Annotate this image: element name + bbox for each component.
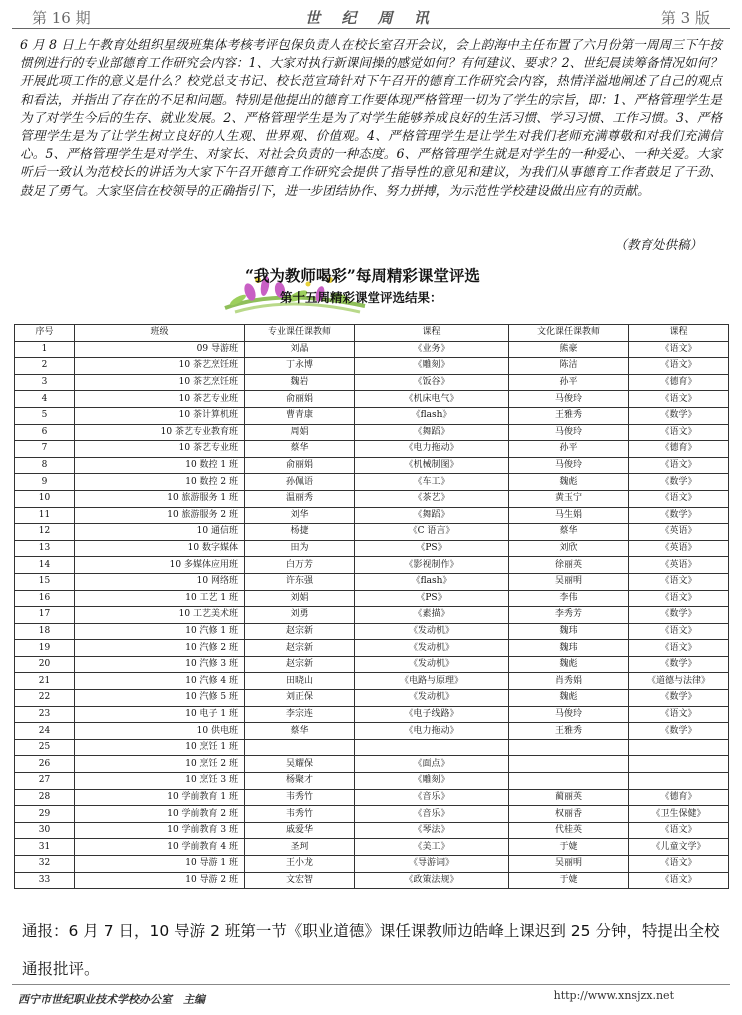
cell-major-course: 《发动机》 [355,623,509,640]
cell-culture-course: 《英语》 [629,557,729,574]
cell-culture-course: 《德育》 [629,441,729,458]
article-body: 6 月 8 日上午教育处组织星级班集体考核考评包保负责人在校长室召开会议，会上韵海中主任布置了六月份第一周周三下午按惯例进行的专业部德育工作研究会内容：1、大家对执行新课间操的感觉如何？有何建议、要求？2、世纪晨读筹备情况如何？开展此项工作的意义是什么？校党总支书记、校长范宣琦针对下午召开的德育工作研究会内容，热情洋溢地阐述了自己的观点和看法，并指出了存在的不足和问题。特别是他提出的德育工作要体现严格管理一切为了学生的宗旨，即：1、严格管理学生是为了对学生今后的生存、就业发展。2、严格管理学生是为了对学生能够养成良好的生活习惯、学习习惯、工作习惯。3、严格管理学生是为了让学生树立良好的人生观、世界观、价值观。4、严格管理学生是让学生对我们老师充满尊敬和对我们充满信心。5、严格管理学生是对学生、对家长、对社会负责的一种态度。6、严格管理学生就是对学生的一种爱心、一种关爱。大家听后一致认为范校长的讲话为大家下午召开德育工作研究会提供了指导性的意见和建议，为我们从事德育工作者鼓足了干劲、鼓足了勇气。大家坚信在校领导的正确指引下，进一步团结协作、努力拼搏，为示范性学校建设做出应有的贡献。 [20,37,722,198]
cell-culture-course: 《语文》 [629,391,729,408]
banner [210,258,540,318]
banner-subtitle: 第十五周精彩课堂评选结果： [280,290,443,305]
cell-culture-teacher: 马俊玲 [509,706,629,723]
cell-class: 10 通信班 [75,524,245,541]
cell-major-teacher: 田晓山 [245,673,355,690]
table-row [15,457,729,474]
cell-number: 10 [15,490,75,507]
cell-major-course: 《舞蹈》 [355,424,509,441]
table-row [15,358,729,375]
cell-major-teacher: 俞丽娟 [245,457,355,474]
cell-culture-teacher: 代桂英 [509,822,629,839]
cell-culture-teacher: 刘欣 [509,540,629,557]
table-row [15,673,729,690]
cell-major-teacher: 刘华 [245,507,355,524]
cell-culture-course: 《德育》 [629,789,729,806]
cell-culture-teacher: 吴丽明 [509,856,629,873]
cell-culture-teacher: 肖秀娟 [509,673,629,690]
cell-culture-teacher: 孙平 [509,441,629,458]
cell-class: 10 茶艺专业班 [75,391,245,408]
table-row [15,723,729,740]
cell-major-teacher: 周娟 [245,424,355,441]
page-number: 第 3 版 [660,9,710,27]
header-major-teacher: 专业课任课教师 [245,325,355,342]
cell-culture-course: 《数学》 [629,690,729,707]
cell-culture-teacher: 魏彪 [509,690,629,707]
cell-major-teacher: 赵宗新 [245,623,355,640]
table-row [15,756,729,773]
cell-number: 21 [15,673,75,690]
table-row [15,872,729,889]
table-row [15,822,729,839]
cell-major-teacher: 蔡华 [245,723,355,740]
cell-number: 28 [15,789,75,806]
cell-major-teacher: 刘娟 [245,590,355,607]
cell-major-course: 《发动机》 [355,640,509,657]
cell-major-teacher [245,739,355,756]
cell-number: 33 [15,872,75,889]
cell-major-teacher: 文宏智 [245,872,355,889]
cell-culture-teacher: 马俊玲 [509,424,629,441]
cell-culture-teacher: 熊豪 [509,341,629,358]
cell-class: 10 导游 2 班 [75,872,245,889]
cell-class: 10 旅游服务 1 班 [75,490,245,507]
cell-major-teacher: 刘正保 [245,690,355,707]
cell-major-teacher: 李宗连 [245,706,355,723]
table-row [15,424,729,441]
cell-class: 10 旅游服务 2 班 [75,507,245,524]
cell-major-teacher: 王小龙 [245,856,355,873]
article-source: （教育处供稿） [614,237,702,252]
cell-major-course: 《C 语言》 [355,524,509,541]
cell-culture-course: 《英语》 [629,524,729,541]
cell-number: 12 [15,524,75,541]
cell-major-course: 《舞蹈》 [355,507,509,524]
cell-major-teacher: 曹青康 [245,407,355,424]
cell-class: 10 学前教育 4 班 [75,839,245,856]
cell-class: 10 烹饪 2 班 [75,756,245,773]
cell-major-teacher: 赵宗新 [245,656,355,673]
cell-culture-teacher: 吴丽明 [509,573,629,590]
cell-culture-teacher: 于婕 [509,872,629,889]
cell-culture-course [629,756,729,773]
table-row [15,856,729,873]
cell-culture-teacher [509,756,629,773]
table-row [15,391,729,408]
cell-number: 23 [15,706,75,723]
cell-culture-course: 《数学》 [629,723,729,740]
cell-culture-teacher: 于婕 [509,839,629,856]
cell-major-teacher: 刘勇 [245,607,355,624]
cell-major-course: 《音乐》 [355,806,509,823]
header-class: 班级 [75,325,245,342]
cell-major-course: 《音乐》 [355,789,509,806]
table-row [15,839,729,856]
cell-culture-course: 《道德与法律》 [629,673,729,690]
cell-major-course: 《PS》 [355,590,509,607]
cell-number: 29 [15,806,75,823]
cell-number: 9 [15,474,75,491]
cell-major-course: 《机床电气》 [355,391,509,408]
cell-number: 30 [15,822,75,839]
cell-major-course: 《发动机》 [355,656,509,673]
table-row [15,407,729,424]
cell-culture-course: 《语文》 [629,822,729,839]
publication-title: 世 纪 周 讯 [305,9,437,27]
cell-number: 22 [15,690,75,707]
cell-major-course: 《电力拖动》 [355,441,509,458]
cell-culture-course: 《语文》 [629,490,729,507]
cell-class: 10 导游 1 班 [75,856,245,873]
cell-culture-teacher: 魏彪 [509,474,629,491]
cell-major-course: 《琴法》 [355,822,509,839]
cell-culture-course: 《语文》 [629,358,729,375]
cell-major-course: 《电力拖动》 [355,723,509,740]
cell-number: 5 [15,407,75,424]
cell-major-teacher: 丁永博 [245,358,355,375]
table-row [15,623,729,640]
footer-office: 西宁市世纪职业技术学校办公室 主编 [18,993,205,1006]
cell-culture-course: 《语文》 [629,640,729,657]
cell-culture-course: 《儿童文学》 [629,839,729,856]
cell-major-teacher: 蔡华 [245,441,355,458]
cell-number: 25 [15,739,75,756]
page-header [12,2,730,29]
cell-major-teacher: 田为 [245,540,355,557]
cell-culture-course: 《语文》 [629,457,729,474]
cell-major-course: 《素描》 [355,607,509,624]
cell-culture-course: 《语文》 [629,573,729,590]
cell-culture-course: 《语文》 [629,872,729,889]
cell-class: 10 数控 2 班 [75,474,245,491]
cell-major-course: 《导游词》 [355,856,509,873]
cell-class: 10 烹饪 3 班 [75,773,245,790]
cell-culture-teacher: 李秀芳 [509,607,629,624]
cell-major-course: 《茶艺》 [355,490,509,507]
cell-culture-course: 《语文》 [629,341,729,358]
table-row [15,474,729,491]
cell-culture-teacher: 蔺丽英 [509,789,629,806]
cell-culture-course: 《英语》 [629,540,729,557]
cell-culture-course: 《语文》 [629,623,729,640]
cell-culture-course: 《数学》 [629,407,729,424]
cell-culture-teacher: 李伟 [509,590,629,607]
cell-major-course: 《flash》 [355,407,509,424]
cell-culture-teacher: 马俊玲 [509,457,629,474]
cell-number: 14 [15,557,75,574]
cell-class: 10 多媒体应用班 [75,557,245,574]
cell-number: 16 [15,590,75,607]
cell-culture-course: 《数学》 [629,507,729,524]
cell-class: 10 茶艺烹饪班 [75,374,245,391]
cell-culture-teacher: 陈洁 [509,358,629,375]
cell-major-course: 《雕刻》 [355,773,509,790]
cell-major-course: 《影视制作》 [355,557,509,574]
cell-class: 10 工艺美术班 [75,607,245,624]
cell-culture-teacher: 王雅秀 [509,723,629,740]
notice-text: 通报：6 月 7 日，10 导游 2 班第一节《职业道德》课任课教师边皓峰上课迟到 25 分钟，特提出全校通报批评。 [22,922,720,978]
table-row [15,573,729,590]
cell-culture-teacher: 权丽香 [509,806,629,823]
cell-culture-course: 《语文》 [629,706,729,723]
table-row [15,524,729,541]
cell-number: 27 [15,773,75,790]
cell-culture-course [629,773,729,790]
cell-number: 20 [15,656,75,673]
cell-culture-teacher: 马俊玲 [509,391,629,408]
cell-major-course: 《机械制图》 [355,457,509,474]
cell-number: 1 [15,341,75,358]
cell-major-course: 《美工》 [355,839,509,856]
cell-number: 11 [15,507,75,524]
cell-major-teacher: 白万芳 [245,557,355,574]
cell-culture-course: 《语文》 [629,856,729,873]
cell-culture-teacher: 蔡华 [509,524,629,541]
cell-major-course: 《面点》 [355,756,509,773]
cell-major-teacher: 圣珂 [245,839,355,856]
cell-number: 15 [15,573,75,590]
cell-number: 24 [15,723,75,740]
cell-major-course: 《flash》 [355,573,509,590]
cell-number: 19 [15,640,75,657]
cell-culture-course: 《数学》 [629,474,729,491]
cell-major-course: 《雕刻》 [355,358,509,375]
table-row [15,374,729,391]
cell-number: 4 [15,391,75,408]
cell-culture-teacher: 魏玮 [509,640,629,657]
table-row [15,739,729,756]
table-row [15,706,729,723]
cell-number: 13 [15,540,75,557]
cell-major-course: 《饭谷》 [355,374,509,391]
cell-culture-teacher [509,739,629,756]
cell-major-course: 《电路与原理》 [355,673,509,690]
table-row [15,773,729,790]
table-header-row [15,325,729,342]
cell-major-teacher: 杨聚才 [245,773,355,790]
table-row [15,607,729,624]
cell-class: 10 电子 1 班 [75,706,245,723]
cell-class: 10 汽修 4 班 [75,673,245,690]
cell-class: 10 汽修 2 班 [75,640,245,657]
cell-class: 10 茶艺专业班 [75,441,245,458]
cell-culture-course [629,739,729,756]
cell-class: 10 学前教育 3 班 [75,822,245,839]
cell-culture-course: 《语文》 [629,424,729,441]
cell-class: 10 学前教育 2 班 [75,806,245,823]
cell-number: 18 [15,623,75,640]
cell-major-course: 《发动机》 [355,690,509,707]
cell-major-teacher: 吴耀保 [245,756,355,773]
cell-class: 10 烹饪 1 班 [75,739,245,756]
banner-title: “我为教师喝彩”每周精彩课堂评选 [245,266,480,285]
cell-class: 10 网络班 [75,573,245,590]
table-row [15,789,729,806]
cell-culture-teacher [509,773,629,790]
cell-major-teacher: 杨捷 [245,524,355,541]
cell-major-teacher: 韦秀竹 [245,806,355,823]
cell-culture-course: 《数学》 [629,607,729,624]
cell-number: 2 [15,358,75,375]
cell-major-teacher: 戚爱华 [245,822,355,839]
table-row [15,490,729,507]
cell-number: 3 [15,374,75,391]
cell-major-course: 《政策法规》 [355,872,509,889]
cell-class: 10 供电班 [75,723,245,740]
table-row [15,341,729,358]
cell-class: 10 汽修 1 班 [75,623,245,640]
cell-class: 10 茶艺专业教育班 [75,424,245,441]
cell-culture-course: 《卫生保健》 [629,806,729,823]
header-culture-course: 课程 [629,325,729,342]
cell-culture-teacher: 马生娟 [509,507,629,524]
header-number: 序号 [15,325,75,342]
cell-class: 10 茶艺烹饪班 [75,358,245,375]
cell-major-course: 《电子线路》 [355,706,509,723]
table-row [15,590,729,607]
table-row [15,690,729,707]
footer-url[interactable]: http://www.xnsjzx.net [553,989,674,1002]
cell-number: 7 [15,441,75,458]
cell-class: 10 茶计算机班 [75,407,245,424]
cell-number: 26 [15,756,75,773]
cell-culture-course: 《数学》 [629,656,729,673]
cell-major-teacher: 孙佩语 [245,474,355,491]
cell-number: 17 [15,607,75,624]
cell-class: 10 学前教育 1 班 [75,789,245,806]
cell-number: 32 [15,856,75,873]
cell-major-course [355,739,509,756]
cell-major-course: 《业务》 [355,341,509,358]
cell-culture-teacher: 黄玉宁 [509,490,629,507]
cell-class: 10 数字媒体 [75,540,245,557]
header-culture-teacher: 文化课任课教师 [509,325,629,342]
cell-major-teacher: 许东强 [245,573,355,590]
table-row [15,557,729,574]
table-row [15,640,729,657]
cell-number: 31 [15,839,75,856]
selection-table [14,324,729,889]
cell-culture-course: 《德育》 [629,374,729,391]
table-row [15,656,729,673]
cell-major-teacher: 温丽秀 [245,490,355,507]
cell-culture-teacher: 魏彪 [509,656,629,673]
table-row [15,540,729,557]
cell-class: 10 数控 1 班 [75,457,245,474]
cell-number: 8 [15,457,75,474]
cell-culture-teacher: 王雅秀 [509,407,629,424]
table-row [15,507,729,524]
header-major-course: 课程 [355,325,509,342]
cell-culture-teacher: 徐丽英 [509,557,629,574]
cell-culture-teacher: 魏玮 [509,623,629,640]
cell-major-course: 《车工》 [355,474,509,491]
cell-major-teacher: 赵宗新 [245,640,355,657]
cell-class: 09 导游班 [75,341,245,358]
cell-major-course: 《PS》 [355,540,509,557]
table-body [15,341,729,889]
cell-major-teacher: 刘晶 [245,341,355,358]
cell-major-teacher: 魏岩 [245,374,355,391]
cell-class: 10 工艺 1 班 [75,590,245,607]
cell-major-teacher: 俞丽娟 [245,391,355,408]
cell-number: 6 [15,424,75,441]
issue-number: 第 16 期 [32,9,91,27]
cell-class: 10 汽修 3 班 [75,656,245,673]
cell-class: 10 汽修 5 班 [75,690,245,707]
cell-major-teacher: 韦秀竹 [245,789,355,806]
cell-culture-course: 《语文》 [629,590,729,607]
table-row [15,806,729,823]
cell-culture-teacher: 孙平 [509,374,629,391]
page-footer [12,984,730,1009]
table-row [15,441,729,458]
